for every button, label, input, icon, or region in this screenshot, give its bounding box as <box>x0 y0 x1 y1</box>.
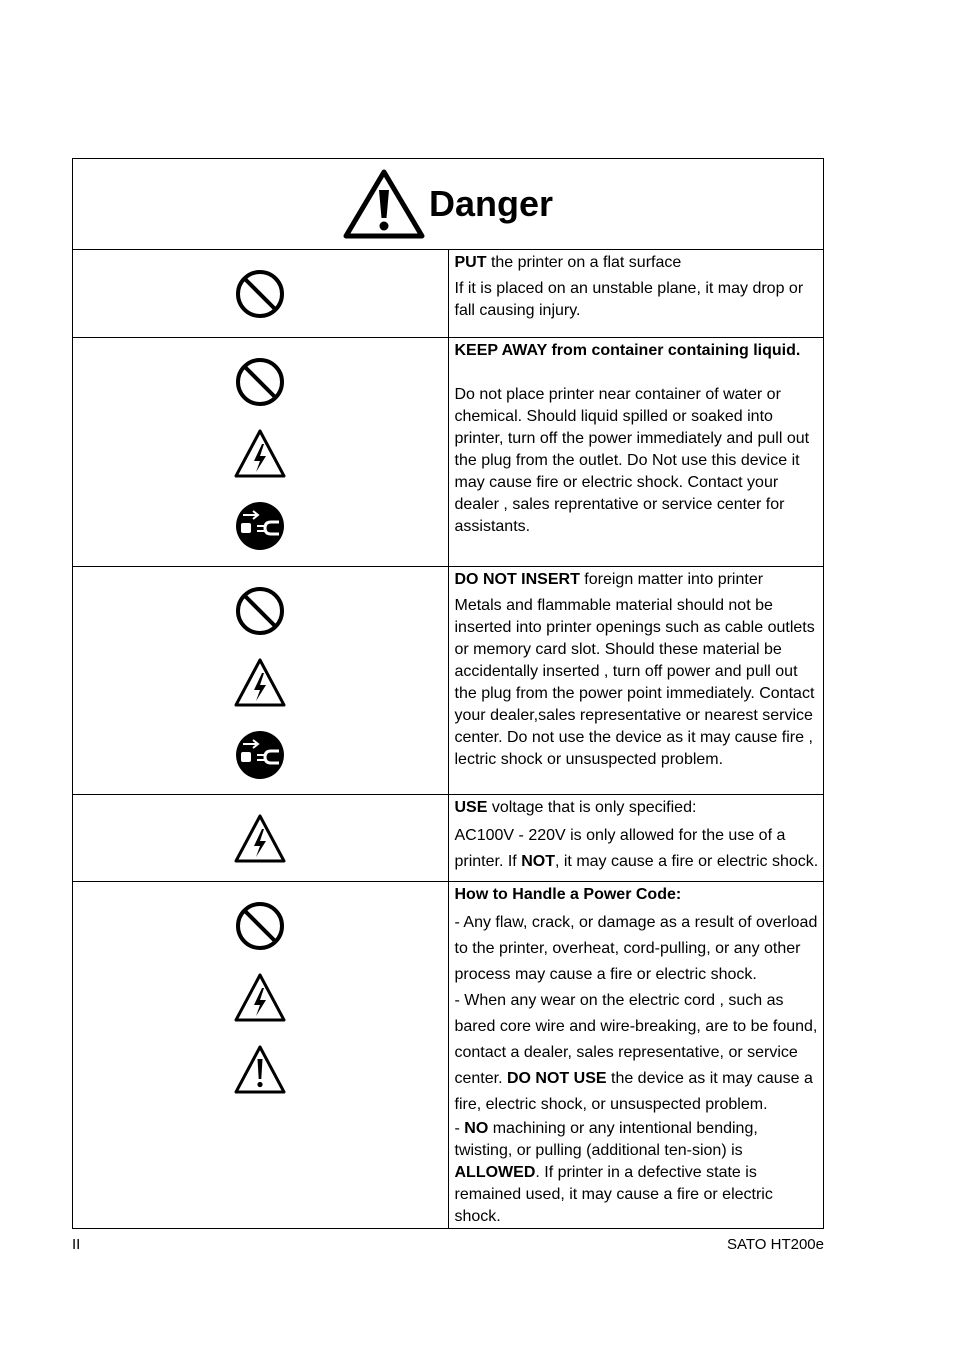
instruction-cell <box>448 882 824 1229</box>
electric-shock-icon <box>233 813 287 865</box>
body-text <box>455 988 820 1118</box>
page-number: II <box>72 1236 81 1253</box>
body-text-bold2: ALLOWED <box>454 1164 536 1181</box>
body-text-pre: AC100V - 220V is only allowed for the use of a printer. If <box>454 827 786 870</box>
heading-bold: PUT <box>454 254 487 271</box>
icon-cell <box>73 882 449 1229</box>
icon-cell <box>73 567 449 795</box>
unplug-icon <box>233 729 287 781</box>
body-text-post: , it may cause a fire or electric shock. <box>554 853 819 870</box>
body-text-mid: machining or any intentional bending, twisting, or pulling (additional ten-sion) is <box>454 1120 758 1159</box>
heading-bold: USE <box>454 799 488 816</box>
body-text-post: . If printer in a defective state is remained used, it may cause a fire or electric shock. <box>454 1164 773 1225</box>
prohibited-icon <box>233 585 287 637</box>
body-text-pre: - When any wear on the electric cord , such as bared core wire and wire-breaking, are to be found, contact a dealer, sales representative, or service center. <box>454 992 818 1087</box>
heading-bold: How to Handle a Power Code: <box>454 886 682 903</box>
electric-shock-icon <box>233 972 287 1024</box>
instruction-cell <box>448 338 824 567</box>
body-text: - Any flaw, crack, or damage as a result of overload to the printer, overheat, cord-pulling, or any other process may cause a fire or electric shock. <box>454 914 818 983</box>
icon-cell <box>73 338 449 567</box>
icon-cell <box>73 250 449 338</box>
prohibited-icon <box>233 268 287 320</box>
electric-shock-icon <box>233 657 287 709</box>
prohibited-icon <box>233 900 287 952</box>
heading-text: foreign matter into printer <box>579 571 764 588</box>
body-text <box>455 1118 820 1228</box>
danger-header <box>73 159 824 250</box>
danger-table <box>72 158 824 1229</box>
page-title: Danger <box>428 182 554 224</box>
body-text <box>455 823 820 875</box>
product-name: SATO HT200e <box>727 1236 824 1253</box>
heading-bold: KEEP AWAY from container containing liquid. <box>454 342 801 359</box>
body-text-bold: NOT <box>521 853 555 870</box>
body-text-post: the device as it may cause a fire, electric shock, or unsuspected problem. <box>454 1070 813 1113</box>
instruction-cell <box>448 795 824 882</box>
unplug-icon <box>233 500 287 552</box>
body-text-pre: - <box>454 1120 465 1137</box>
body-text: Do not place printer near container of water or chemical. Should liquid spilled or soaked into printer, turn off the power immediately and pull out the plug from the outlet. Do Not use this device it may cause fire or electric shock. Contact your dealer , sales reprentative or service center for assistants. <box>454 386 810 535</box>
heading-text: the printer on a flat surface <box>486 254 682 271</box>
body-text: If it is placed on an unstable plane, it may drop or fall causing injury. <box>454 280 804 319</box>
caution-icon <box>233 1044 287 1096</box>
heading-bold: DO NOT INSERT <box>454 571 580 588</box>
instruction-cell <box>448 567 824 795</box>
prohibited-icon <box>233 356 287 408</box>
heading-text: voltage that is only specified: <box>487 799 697 816</box>
icon-cell <box>73 795 449 882</box>
electric-shock-icon <box>233 428 287 480</box>
body-text-bold: NO <box>464 1120 489 1137</box>
body-text: Metals and flammable material should not be inserted into printer openings such as cable outlets or memory card slot. Should these material be accidentally inserted , turn off power and pull out the plug from the power point immediately. Contact your dealer,sales representative or nearest service center. Do not use the device as it may cause fire , lectric shock or unsuspected problem. <box>454 597 815 768</box>
warning-triangle-icon <box>343 168 425 240</box>
instruction-cell <box>448 250 824 338</box>
body-text-bold: DO NOT USE <box>506 1070 607 1087</box>
